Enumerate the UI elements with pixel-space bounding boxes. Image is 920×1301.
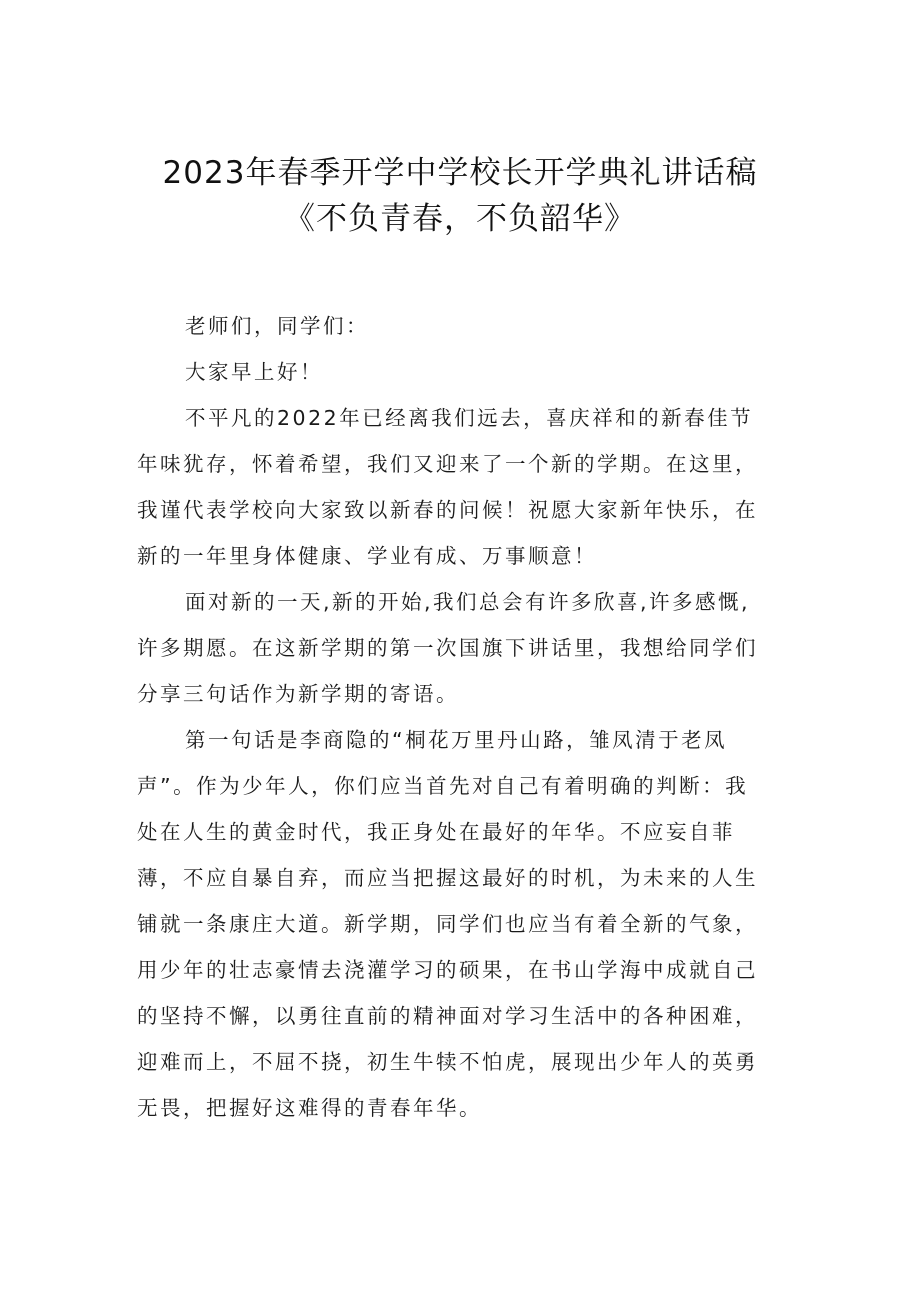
paragraph-3-line-3: 处在人生的黄金时代，我正身处在最好的年华。不应妄自菲 bbox=[137, 820, 735, 844]
paragraph-1-line-2: 年味犹存，怀着希望，我们又迎来了一个新的学期。在这里， bbox=[137, 452, 758, 476]
paragraph-1-line-1: 不平凡的2022年已经离我们远去，喜庆祥和的新春佳节 bbox=[185, 406, 754, 430]
paragraph-2-line-1: 面对新的一天,新的开始,我们总会有许多欣喜,许多感慨, bbox=[185, 590, 751, 614]
salutation-line: 老师们，同学们： bbox=[185, 314, 369, 338]
paragraph-1-line-3: 我谨代表学校向大家致以新春的问候！祝愿大家新年快乐，在 bbox=[137, 498, 758, 522]
paragraph-3-line-1: 第一句话是李商隐的“桐花万里丹山路，雏凤清于老凤 bbox=[185, 728, 728, 752]
document-title bbox=[0, 150, 920, 242]
paragraph-3-line-9: 无畏，把握好这难得的青春年华。 bbox=[137, 1096, 482, 1120]
paragraph-3-line-7: 的坚持不懈，以勇往直前的精神面对学习生活中的各种困难， bbox=[137, 1004, 758, 1028]
paragraph-3-line-6: 用少年的壮志豪情去浇灌学习的硕果，在书山学海中成就自己 bbox=[137, 958, 758, 982]
paragraph-2-line-3: 分享三句话作为新学期的寄语。 bbox=[137, 682, 459, 706]
title-line-1: 2023年春季开学中学校长开学典礼讲话稿 bbox=[162, 155, 758, 191]
paragraph-3-line-4: 薄，不应自暴自弃，而应当把握这最好的时机，为未来的人生 bbox=[137, 866, 758, 890]
paragraph-3-line-2: 声”。作为少年人，你们应当首先对自己有着明确的判断：我 bbox=[137, 774, 749, 798]
title-line-2: 《不负青春，不负韶华》 bbox=[284, 201, 636, 237]
paragraph-3-line-5: 铺就一条康庄大道。新学期，同学们也应当有着全新的气象， bbox=[137, 912, 758, 936]
speech-body bbox=[137, 303, 767, 1131]
greeting-line: 大家早上好！ bbox=[185, 360, 323, 384]
paragraph-2-line-2: 许多期愿。在这新学期的第一次国旗下讲话里，我想给同学们 bbox=[137, 636, 758, 660]
paragraph-3-line-8: 迎难而上，不屈不挠，初生牛犊不怕虎，展现出少年人的英勇 bbox=[137, 1050, 758, 1074]
paragraph-1-line-4: 新的一年里身体健康、学业有成、万事顺意！ bbox=[137, 544, 597, 568]
